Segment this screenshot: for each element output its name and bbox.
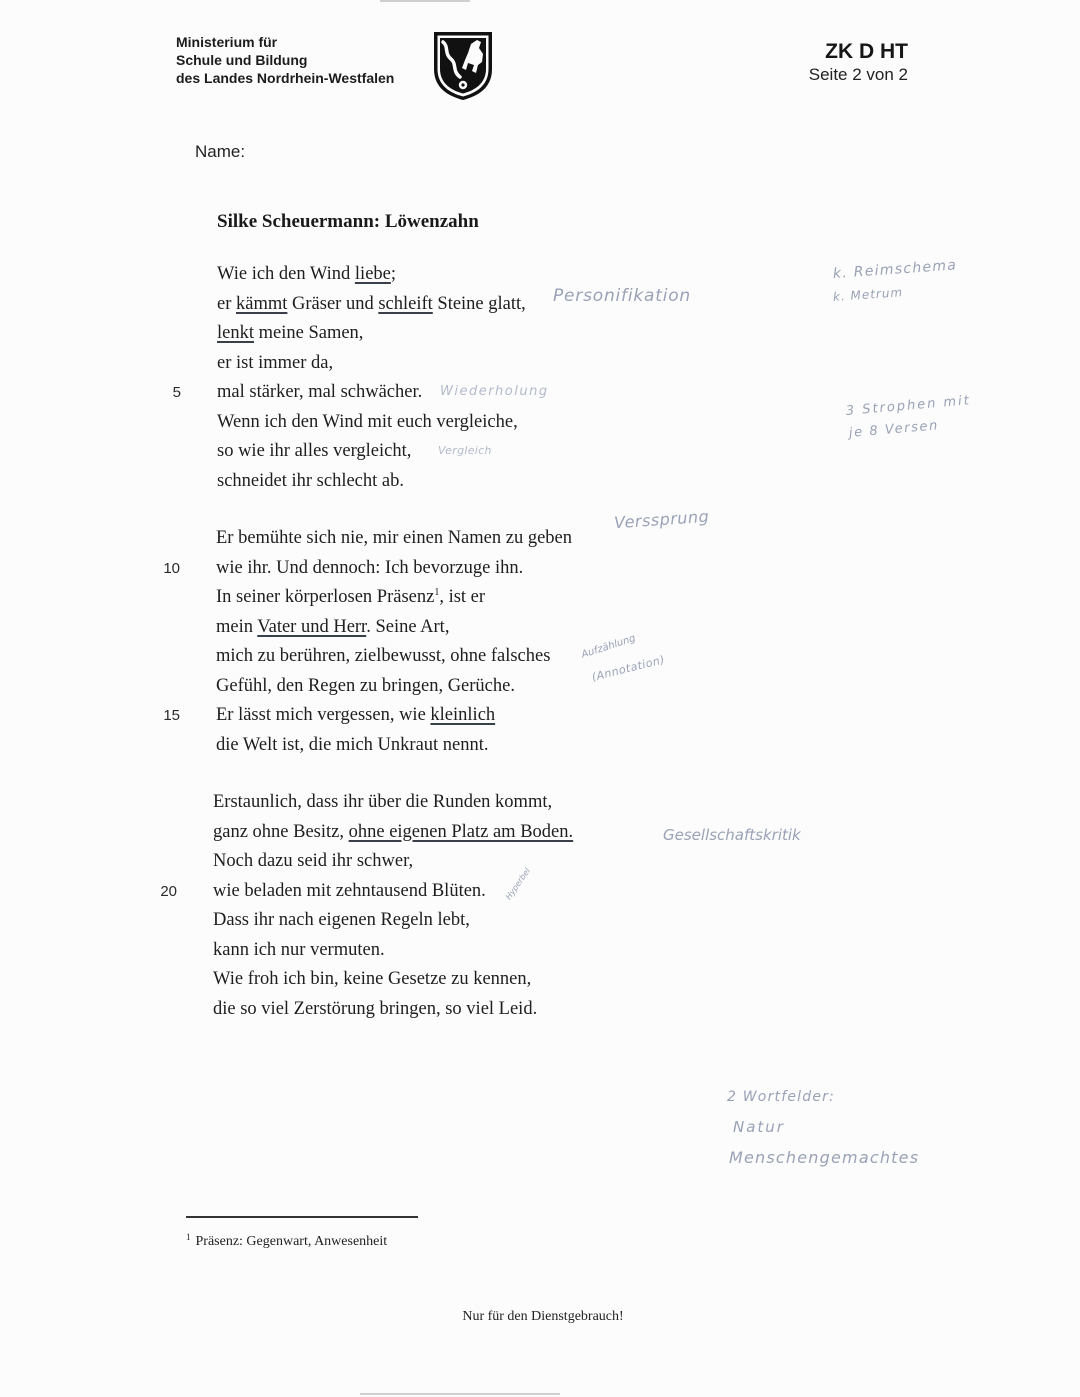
footnote xyxy=(186,1229,387,1250)
ministry-line: Ministerium für xyxy=(176,34,278,50)
line-number: 15 xyxy=(163,707,180,724)
scan-edge-line xyxy=(360,1393,560,1395)
poem-line xyxy=(213,995,573,1025)
footnote-marker: 1 xyxy=(186,1232,191,1242)
page-indicator: Seite 2 von 2 xyxy=(808,65,908,84)
line-text: die so viel Zerstörung bringen, so viel Leid. xyxy=(213,998,538,1019)
line-text: er xyxy=(217,293,236,314)
line-text: . Seine Art, xyxy=(366,616,450,637)
line-text: Wie ich den Wind xyxy=(217,264,355,284)
poem-line xyxy=(217,408,526,438)
line-text: Wenn ich den Wind mit euch vergleiche, xyxy=(217,411,518,432)
underlined-word: lenkt xyxy=(217,323,254,343)
line-text: Gräser und xyxy=(287,293,379,314)
line-text: kann ich nur vermuten. xyxy=(213,939,385,960)
name-label: Name: xyxy=(195,142,246,161)
poem-line xyxy=(217,260,526,290)
annotation-wortfeld-natur: Natur xyxy=(733,1118,785,1136)
line-text: Noch dazu seid ihr schwer, xyxy=(213,851,414,871)
annotation-verse: je 8 Versen xyxy=(848,418,940,441)
poem-line xyxy=(163,701,572,731)
underlined-word: schleift xyxy=(378,293,433,314)
exam-identifier xyxy=(809,40,908,86)
line-text: wie beladen mit zehntausend Blüten. xyxy=(213,880,486,901)
line-text: meine Samen, xyxy=(254,323,364,343)
annotation-aufzaehlung: Aufzählung xyxy=(580,632,638,661)
ministry-line: des Landes Nordrhein-Westfalen xyxy=(176,70,395,86)
poem-line xyxy=(213,936,573,966)
poem-title: Silke Scheuermann: Löwenzahn xyxy=(217,211,479,232)
underlined-word: ohne eigenen Platz am Boden. xyxy=(348,821,574,842)
line-text: Steine glatt, xyxy=(432,293,526,314)
poem-line xyxy=(216,672,572,702)
annotation-wortfeld-mensch: Menschengemachtes xyxy=(729,1148,920,1167)
line-text: Er lässt mich vergessen, wie xyxy=(216,705,431,725)
line-text: Erstaunlich, dass ihr über die Runden kommt, xyxy=(213,792,553,812)
footnote-divider xyxy=(186,1216,418,1218)
stanza-1 xyxy=(172,260,526,496)
poem-line xyxy=(163,554,572,584)
ministry-line: Schule und Bildung xyxy=(176,52,308,68)
poem-line xyxy=(216,731,572,761)
poem-line xyxy=(217,319,526,349)
scan-edge-line xyxy=(380,0,470,2)
poem-line xyxy=(216,524,572,554)
poem-line xyxy=(213,788,573,818)
line-text: , ist er xyxy=(439,587,486,607)
poem-line xyxy=(216,642,572,672)
underlined-word: kämmt xyxy=(236,293,288,314)
poem-line xyxy=(217,290,526,320)
poem-line xyxy=(213,965,573,995)
footnote-text: Präsenz: Gegenwart, Anwesenheit xyxy=(195,1234,388,1249)
line-text: Er bemühte sich nie, mir einen Namen zu geben xyxy=(216,528,572,548)
line-text: mich zu berühren, zielbewusst, ohne falsches xyxy=(216,646,551,666)
annotation-gesellschaftskritik: Gesellschaftskritik xyxy=(663,826,801,844)
line-text: mein xyxy=(216,616,258,637)
line-text: so wie ihr alles vergleicht, xyxy=(217,441,412,461)
line-text: mal stärker, mal schwächer. xyxy=(217,382,423,402)
underlined-word: Vater und Herr xyxy=(257,616,367,637)
annotation-hyperbel: Hyperbel xyxy=(503,866,533,902)
poem-line xyxy=(217,349,526,379)
poem-line xyxy=(216,613,572,643)
line-text: Dass ihr nach eigenen Regeln lebt, xyxy=(213,910,470,930)
line-number: 10 xyxy=(163,559,180,577)
annotation-reimschema: k. Reimschema xyxy=(832,257,958,282)
annotation-wiederholung: Wiederholung xyxy=(440,384,549,399)
annotation-annotation: (Annotation) xyxy=(590,653,667,684)
line-text: Gefühl, den Regen zu bringen, Gerüche. xyxy=(216,675,515,696)
line-text: ganz ohne Besitz, xyxy=(213,821,349,842)
nrw-coat-of-arms-icon xyxy=(431,29,495,101)
stanza-3 xyxy=(160,788,574,1024)
poem-line xyxy=(216,583,572,613)
annotation-personifikation: Personifikation xyxy=(553,286,691,306)
annotation-wortfelder: 2 Wortfelder: xyxy=(727,1089,836,1105)
poem-line xyxy=(213,818,573,848)
line-text: die Welt ist, die mich Unkraut nennt. xyxy=(216,734,489,755)
underlined-word: kleinlich xyxy=(430,705,496,725)
line-text: ; xyxy=(390,264,397,284)
footer-notice: Nur für den Dienstgebrauch! xyxy=(462,1309,624,1324)
underlined-word: liebe xyxy=(354,264,391,284)
exam-code: ZK D HT xyxy=(825,40,908,63)
line-text: In seiner körperlosen Präsenz xyxy=(216,587,435,607)
line-text: er ist immer da, xyxy=(217,352,334,373)
poem-line xyxy=(213,906,573,936)
annotation-vergleich: Vergleich xyxy=(438,444,492,457)
line-text: wie ihr. Und dennoch: Ich bevorzuge ihn. xyxy=(216,557,524,578)
annotation-strophen: 3 Strophen mit xyxy=(845,393,972,419)
stanza-2 xyxy=(163,524,572,760)
annotation-metrum: k. Metrum xyxy=(832,285,904,304)
line-number: 20 xyxy=(160,882,177,900)
line-text: schneidet ihr schlecht ab. xyxy=(217,470,404,491)
line-text: Wie froh ich bin, keine Gesetze zu kennen, xyxy=(213,969,532,989)
poem-line xyxy=(217,467,526,497)
ministry-name xyxy=(176,33,394,87)
annotation-verssprung: Verssprung xyxy=(613,506,710,533)
footnote-reference: 1 xyxy=(434,587,440,598)
line-number: 5 xyxy=(172,384,181,401)
